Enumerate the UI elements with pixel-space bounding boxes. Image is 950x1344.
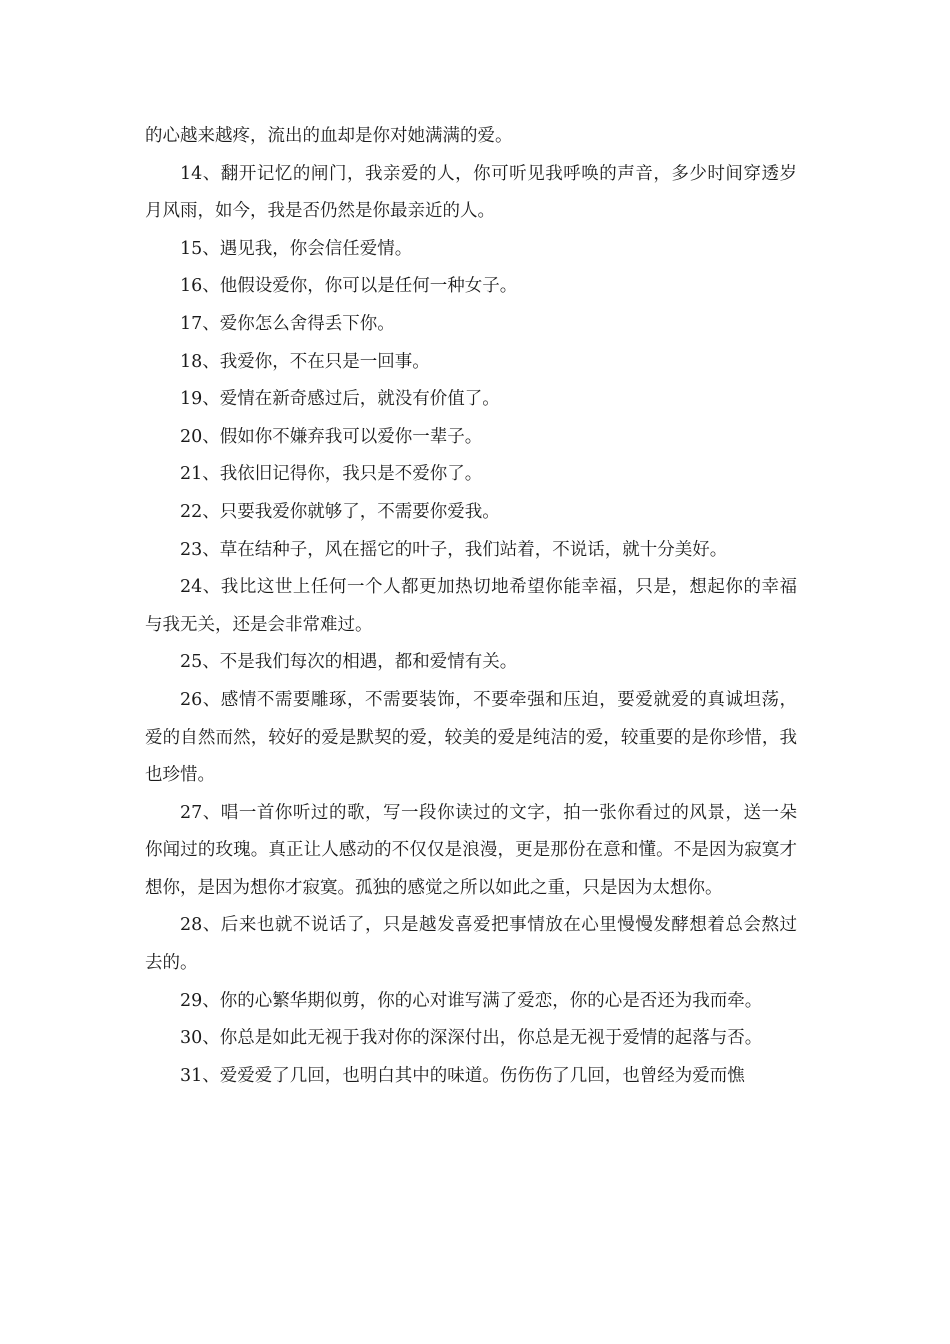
list-item: 24、我比这世上任何一个人都更加热切地希望你能幸福，只是，想起你的幸福与我无关，还是会非常难过。	[145, 577, 797, 635]
list-item: 31、爱爱爱了几回，也明白其中的味道。伤伤伤了几回，也曾经为爱而憔	[180, 1065, 745, 1086]
list-item: 23、草在结种子，风在摇它的叶子，我们站着，不说话，就十分美好。	[180, 539, 728, 560]
continuation-paragraph: 的心越来越疼，流出的血却是你对她满满的爱。	[145, 126, 513, 146]
list-item: 25、不是我们每次的相遇，都和爱情有关。	[180, 652, 518, 673]
list-item: 17、爱你怎么舍得丢下你。	[180, 313, 395, 334]
list-item: 28、后来也就不说话了，只是越发喜爱把事情放在心里慢慢发酵想着总会熬过去的。	[145, 915, 797, 974]
list-item: 16、他假设爱你，你可以是任何一种女子。	[180, 276, 518, 297]
list-item: 15、遇见我，你会信任爱情。	[180, 238, 413, 259]
list-item: 20、假如你不嫌弃我可以爱你一辈子。	[180, 426, 483, 447]
list-item: 18、我爱你，不在只是一回事。	[180, 351, 430, 372]
list-item: 29、你的心繁华期似剪，你的心对谁写满了爱恋，你的心是否还为我而牵。	[180, 990, 763, 1011]
list-item: 21、我依旧记得你，我只是不爱你了。	[180, 464, 483, 485]
body-text	[145, 118, 797, 1095]
list-item: 30、你总是如此无视于我对你的深深付出，你总是无视于爱情的起落与否。	[180, 1028, 763, 1049]
list-item: 27、唱一首你听过的歌，写一段你读过的文字，拍一张你看过的风景，送一朵你闻过的玫瑰。真正让人感动的不仅仅是浪漫，更是那份在意和懂。不是因为寂寞才想你，是因为想你才寂寞。孤独的感觉之所以如此之重，只是因为太想你。	[145, 802, 797, 898]
list-item: 14、翻开记忆的闸门，我亲爱的人，你可听见我呼唤的声音，多少时间穿透岁月风雨，如今，我是否仍然是你最亲近的人。	[145, 163, 797, 222]
list-item: 22、只要我爱你就够了，不需要你爱我。	[180, 501, 500, 522]
list-item: 26、感情不需要雕琢，不需要装饰，不要牵强和压迫，要爱就爱的真诚坦荡，爱的自然而然，较好的爱是默契的爱，较美的爱是纯洁的爱，较重要的是你珍惜，我也珍惜。	[145, 689, 797, 786]
list-item: 19、爱情在新奇感过后，就没有价值了。	[180, 389, 500, 410]
